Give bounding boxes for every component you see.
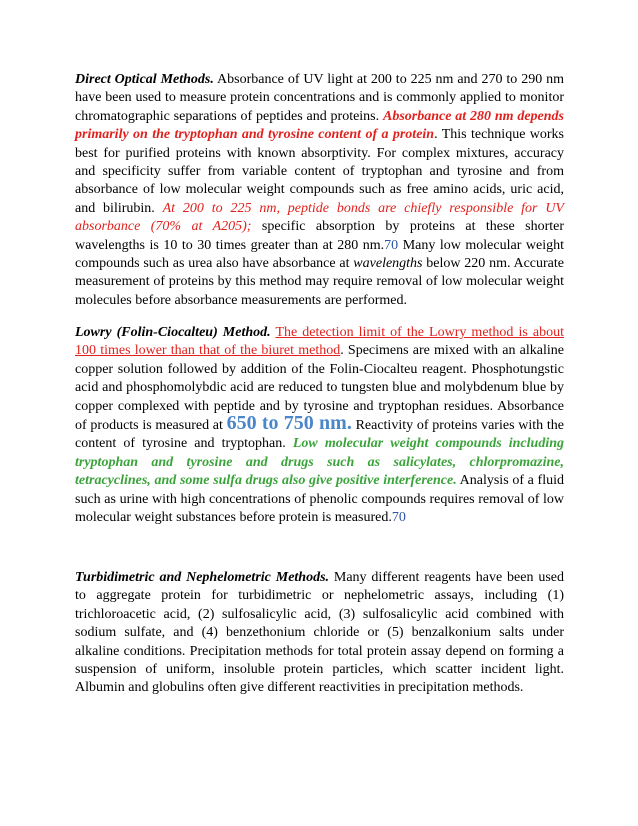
paragraph-text: Absorbance of UV light at 200 to 225 nm and 270 to 290 nm have been used to measure protein concentrations and is commonly applied to monitor chromatographic separations of peptides and proteins. [75,72,565,124]
paragraph-text: . Specimens are mixed with an alkaline copper solution followed by addition of the Folin-Ciocalteu reagent. Phosphotungstic acid and phosphomolybdic acid are reduced to tungsten blue and molybdenum blue by copper complexed with peptide and by tyrosine and tryptophan residues. Absorbance of products is measured at [75,343,564,434]
reference-70-link[interactable]: 70 [384,237,399,253]
wavelength-range: 650 to 750 nm. [226,412,352,435]
paragraph-text: below 220 nm. Accurate measurement of proteins by this method may require removal of low molecular weight molecules before absorbance measurements are performed. [75,256,564,308]
highlight-interference: Low molecular weight compounds including tryptophan and tyrosine and drugs such as salicylates, chlorpromazine, tetracyclines, and some sulfa drugs also give positive interference. [75,436,565,489]
paragraph-text: Analysis of a fluid such as urine with high concentrations of phenolic compounds requires removal of low molecular weight substances before protein is measured. [75,473,564,526]
paragraph-text: Reactivity of proteins varies with the content of tyrosine and tryptophan. [75,418,564,452]
paragraph-lowry-method [75,324,564,527]
paragraph-text: . This technique works best for purified proteins with known absorptivity. For complex mixtures, accuracy and specificity suffer from variable content of tryptophan and tyrosine and from absorbance of low molecular weight compounds such as free amino acids, uric acid, and bilirubin. [75,127,565,216]
heading-direct-optical-methods: Direct Optical Methods. [75,72,214,87]
highlight-absorbance-280: Absorbance at 280 nm depends primarily on the tryptophan and tyrosine content of a protein [75,108,564,143]
heading-lowry-method: Lowry (Folin-Ciocalteu) Method. [75,325,271,340]
paragraph-text: Many low molecular weight compounds such as urea also have absorbance at [75,237,564,272]
highlight-detection-limit: The detection limit of the Lowry method is about 100 times lower than that of the biuret method [75,325,564,359]
paragraph-text: Many different reagents have been used to aggregate protein for turbidimetric or nephelometric assays, including (1) trichloroacetic acid, (2) sulfosalicylic acid, (3) sulfosalicylic acid combined with sodium sulfate, and (4) benzethonium chloride or (5) benzalkonium salts under alkaline conditions. Precipitation methods for total protein assay depend on forming a suspension of uniform, insoluble protein particles, which scatter incident light. Albumin and globulins often give different reactivities in precipitation methods. [75,570,565,696]
reference-70-link[interactable]: 70 [391,510,406,526]
paragraph-direct-optical-methods [75,71,564,310]
paragraph-text: specific absorption by proteins at these shorter wavelengths is 10 to 30 times greater than at 280 nm. [75,219,564,253]
paragraph-turbidimetric-methods [75,569,564,698]
heading-turbidimetric-methods: Turbidimetric and Nephelometric Methods. [75,570,330,585]
italic-word: wavelengths [353,256,423,272]
highlight-peptide-bonds: At 200 to 225 nm, peptide bonds are chiefly responsible for UV absorbance (70% at A205); [75,200,564,235]
